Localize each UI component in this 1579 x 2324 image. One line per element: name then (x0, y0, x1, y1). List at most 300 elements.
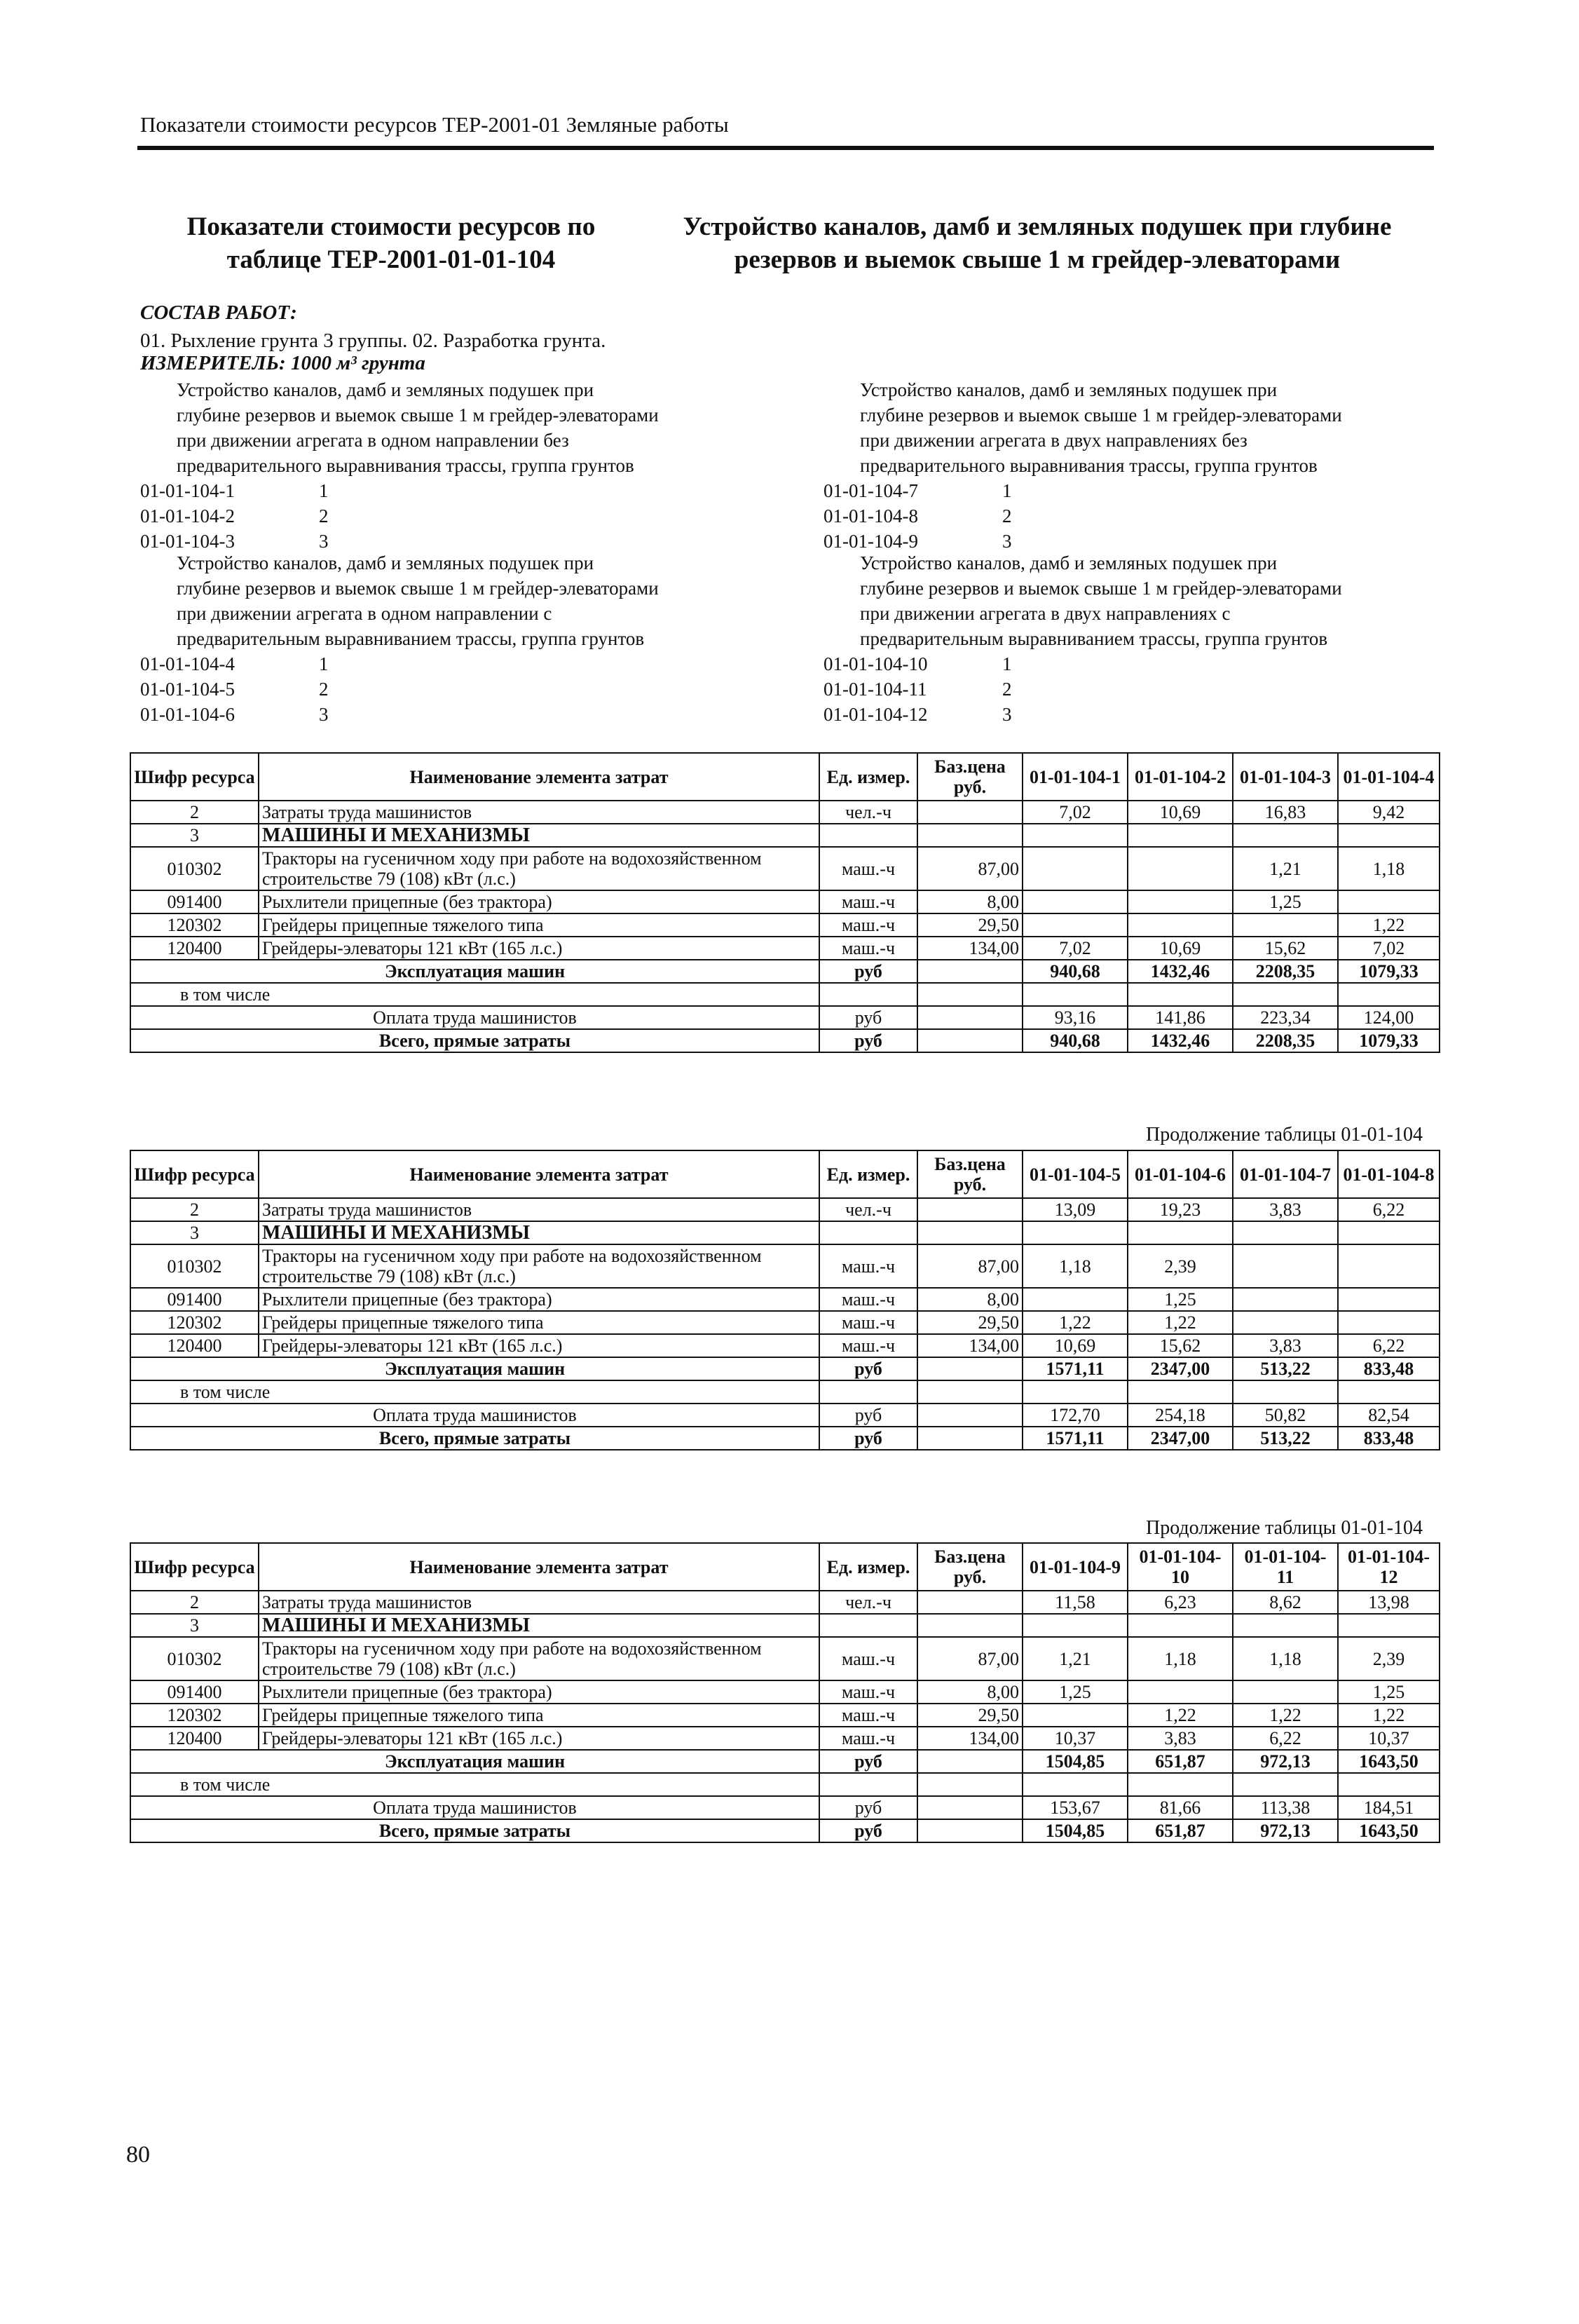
value-cell (1233, 1773, 1338, 1796)
summary-label: в том числе (130, 1773, 819, 1796)
price-cell: 134,00 (917, 937, 1023, 960)
resource-code-cell: 091400 (130, 890, 259, 913)
summary-label: Эксплуатация машин (130, 1357, 819, 1380)
value-cell (1233, 913, 1338, 937)
resource-code-cell: 2 (130, 1198, 259, 1221)
value-cell (1023, 1773, 1128, 1796)
value-cell (1023, 913, 1128, 937)
unit-cell: руб (819, 1750, 917, 1773)
subtype-group (140, 377, 743, 554)
measurement-unit: ИЗМЕРИТЕЛЬ: 1000 м³ грунта (140, 352, 425, 374)
price-cell: 29,50 (917, 1311, 1023, 1334)
value-cell: 124,00 (1338, 1006, 1440, 1029)
value-cell: 7,02 (1023, 801, 1128, 824)
value-cell: 1,22 (1023, 1311, 1128, 1334)
table-row (130, 1006, 1440, 1029)
price-cell (917, 960, 1023, 983)
price-cell: 8,00 (917, 890, 1023, 913)
header-resource-code: Шифр ресурса (130, 1150, 259, 1198)
resource-code-cell: 120400 (130, 1727, 259, 1750)
value-cell (1338, 1221, 1440, 1244)
price-cell: 8,00 (917, 1288, 1023, 1311)
price-cell (917, 1006, 1023, 1029)
price-cell (917, 983, 1023, 1006)
resource-code-cell: 3 (130, 1221, 259, 1244)
resource-code-cell: 010302 (130, 847, 259, 890)
table-row (130, 1680, 1440, 1704)
value-cell: 651,87 (1128, 1819, 1233, 1842)
table-row (130, 937, 1440, 960)
table-row (130, 1404, 1440, 1427)
table-row (130, 1357, 1440, 1380)
summary-label: Эксплуатация машин (130, 960, 819, 983)
value-cell: 10,69 (1023, 1334, 1128, 1357)
cost-element-cell: Затраты труда машинистов (259, 1591, 819, 1614)
group-code-row (140, 503, 743, 529)
value-cell (1128, 1380, 1233, 1404)
price-cell (917, 1819, 1023, 1842)
price-cell (917, 1198, 1023, 1221)
value-cell: 833,48 (1338, 1427, 1440, 1450)
value-cell: 1,18 (1023, 1244, 1128, 1288)
group-soil-number: 1 (1002, 480, 1012, 501)
title-right (645, 210, 1430, 276)
continuation-note: Продолжение таблицы 01-01-104 (1145, 1124, 1423, 1146)
group-code-row (140, 677, 743, 702)
table-row (130, 1704, 1440, 1727)
page-number: 80 (126, 2142, 150, 2168)
cost-element-cell: МАШИНЫ И МЕХАНИЗМЫ (259, 1221, 819, 1244)
subtype-group (823, 550, 1426, 727)
header-resource-code: Шифр ресурса (130, 1543, 259, 1591)
price-cell: 29,50 (917, 913, 1023, 937)
table-header-row (130, 1150, 1440, 1198)
value-cell: 50,82 (1233, 1404, 1338, 1427)
unit-cell: чел.-ч (819, 1198, 917, 1221)
value-cell: 2347,00 (1128, 1357, 1233, 1380)
header-unit: Ед. измер. (819, 753, 917, 801)
unit-cell: руб (819, 1404, 917, 1427)
value-cell (1128, 1614, 1233, 1637)
value-cell: 2347,00 (1128, 1427, 1233, 1450)
table-row (130, 1773, 1440, 1796)
value-cell: 15,62 (1233, 937, 1338, 960)
summary-label: Оплата труда машинистов (130, 1796, 819, 1819)
cost-element-cell: Рыхлители прицепные (без трактора) (259, 890, 819, 913)
unit-cell: руб (819, 1357, 917, 1380)
value-cell: 1,22 (1233, 1704, 1338, 1727)
table-row (130, 1334, 1440, 1357)
unit-cell: маш.-ч (819, 913, 917, 937)
group-soil-number: 2 (319, 679, 329, 700)
header-rate-code: 01-01-104-2 (1128, 753, 1233, 801)
resource-code-cell: 010302 (130, 1637, 259, 1680)
cost-element-cell: Грейдеры прицепные тяжелого типа (259, 1704, 819, 1727)
group-code-row (140, 651, 743, 677)
price-cell (917, 1029, 1023, 1052)
value-cell (1338, 824, 1440, 847)
title-right-line-2: резервов и выемок свыше 1 м грейдер-элеваторами (734, 245, 1341, 274)
table-row (130, 824, 1440, 847)
group-soil-number: 1 (319, 480, 329, 501)
value-cell (1023, 847, 1128, 890)
resource-code-cell: 120400 (130, 937, 259, 960)
value-cell: 254,18 (1128, 1404, 1233, 1427)
group-description-line: при движении агрегата в одном направлении с (177, 603, 552, 624)
unit-cell: маш.-ч (819, 1311, 917, 1334)
group-code: 01-01-104-12 (823, 704, 928, 725)
value-cell: 2208,35 (1233, 960, 1338, 983)
price-cell (917, 1796, 1023, 1819)
value-cell (1233, 983, 1338, 1006)
cost-element-cell: Грейдеры-элеваторы 121 кВт (165 л.с.) (259, 937, 819, 960)
price-cell (917, 1614, 1023, 1637)
unit-cell: маш.-ч (819, 847, 917, 890)
table-row (130, 1727, 1440, 1750)
unit-cell: руб (819, 1819, 917, 1842)
header-rate-code: 01-01-104-12 (1338, 1543, 1440, 1591)
price-cell (917, 1221, 1023, 1244)
summary-label: в том числе (130, 1380, 819, 1404)
unit-cell: маш.-ч (819, 937, 917, 960)
value-cell: 2,39 (1128, 1244, 1233, 1288)
value-cell: 11,58 (1023, 1591, 1128, 1614)
header-rate-code: 01-01-104-5 (1023, 1150, 1128, 1198)
cost-element-cell: Рыхлители прицепные (без трактора) (259, 1680, 819, 1704)
header-rate-code: 01-01-104-9 (1023, 1543, 1128, 1591)
value-cell: 6,22 (1338, 1198, 1440, 1221)
group-code: 01-01-104-10 (823, 653, 928, 674)
unit-cell: руб (819, 1427, 917, 1450)
value-cell: 1,18 (1233, 1637, 1338, 1680)
cost-table (130, 1150, 1440, 1450)
group-description-line: глубине резервов и выемок свыше 1 м грейдер-элеваторами (860, 578, 1342, 599)
value-cell: 1,25 (1233, 890, 1338, 913)
value-cell: 10,37 (1338, 1727, 1440, 1750)
value-cell (1233, 1680, 1338, 1704)
table-row (130, 847, 1440, 890)
value-cell: 16,83 (1233, 801, 1338, 824)
value-cell: 833,48 (1338, 1357, 1440, 1380)
unit-cell: маш.-ч (819, 1727, 917, 1750)
unit-cell: чел.-ч (819, 1591, 917, 1614)
value-cell (1128, 1773, 1233, 1796)
value-cell (1233, 1244, 1338, 1288)
price-cell: 87,00 (917, 847, 1023, 890)
value-cell (1233, 1288, 1338, 1311)
value-cell: 1,22 (1128, 1311, 1233, 1334)
group-description-line: при движении агрегата в одном направлении без (177, 430, 569, 451)
table-row (130, 1221, 1440, 1244)
table-row (130, 801, 1440, 824)
unit-cell: маш.-ч (819, 890, 917, 913)
cost-element-cell: Грейдеры прицепные тяжелого типа (259, 913, 819, 937)
value-cell: 2208,35 (1233, 1029, 1338, 1052)
title-left (167, 210, 615, 276)
price-cell (917, 1380, 1023, 1404)
value-cell: 1571,11 (1023, 1427, 1128, 1450)
unit-cell (819, 1380, 917, 1404)
unit-cell (819, 983, 917, 1006)
value-cell: 10,37 (1023, 1727, 1128, 1750)
group-soil-number: 3 (319, 531, 329, 552)
resource-code-cell: 2 (130, 1591, 259, 1614)
table-row (130, 1819, 1440, 1842)
value-cell: 1079,33 (1338, 960, 1440, 983)
value-cell: 513,22 (1233, 1427, 1338, 1450)
table-row (130, 1750, 1440, 1773)
price-cell (917, 801, 1023, 824)
value-cell: 1,25 (1023, 1680, 1128, 1704)
running-header: Показатели стоимости ресурсов ТЕР-2001-01 Земляные работы (140, 112, 729, 137)
value-cell: 15,62 (1128, 1334, 1233, 1357)
table-row (130, 1591, 1440, 1614)
cost-element-cell: Тракторы на гусеничном ходу при работе на водохозяйственном строительстве 79 (108) кВт (л.с.) (259, 1637, 819, 1680)
table-row (130, 1380, 1440, 1404)
value-cell (1023, 1614, 1128, 1637)
unit-cell: маш.-ч (819, 1637, 917, 1680)
header-rate-code: 01-01-104-10 (1128, 1543, 1233, 1591)
value-cell: 3,83 (1128, 1727, 1233, 1750)
unit-cell: маш.-ч (819, 1704, 917, 1727)
cost-element-cell: Тракторы на гусеничном ходу при работе на водохозяйственном строительстве 79 (108) кВт (л.с.) (259, 1244, 819, 1288)
group-soil-number: 3 (1002, 531, 1012, 552)
value-cell (1338, 1773, 1440, 1796)
resource-code-cell: 3 (130, 824, 259, 847)
value-cell (1233, 824, 1338, 847)
value-cell (1128, 913, 1233, 937)
value-cell (1023, 1380, 1128, 1404)
value-cell: 1,22 (1338, 1704, 1440, 1727)
value-cell: 1,21 (1023, 1637, 1128, 1680)
header-rate-code: 01-01-104-7 (1233, 1150, 1338, 1198)
value-cell: 6,23 (1128, 1591, 1233, 1614)
group-description-line: при движении агрегата в двух направлениях без (860, 430, 1248, 451)
summary-label: Оплата труда машинистов (130, 1404, 819, 1427)
value-cell: 940,68 (1023, 1029, 1128, 1052)
subtype-group (140, 550, 743, 727)
value-cell: 7,02 (1338, 937, 1440, 960)
value-cell (1233, 1221, 1338, 1244)
cost-element-cell: Грейдеры прицепные тяжелого типа (259, 1311, 819, 1334)
subtype-group (823, 377, 1426, 554)
group-code: 01-01-104-5 (140, 679, 235, 700)
price-cell: 87,00 (917, 1244, 1023, 1288)
group-description-line: глубине резервов и выемок свыше 1 м грейдер-элеваторами (177, 578, 659, 599)
summary-label: Оплата труда машинистов (130, 1006, 819, 1029)
cost-element-cell: МАШИНЫ И МЕХАНИЗМЫ (259, 1614, 819, 1637)
group-soil-number: 1 (1002, 653, 1012, 674)
value-cell (1128, 847, 1233, 890)
resource-code-cell: 120302 (130, 913, 259, 937)
title-right-line-1: Устройство каналов, дамб и земляных подушек при глубине (683, 212, 1392, 241)
unit-cell: руб (819, 960, 917, 983)
group-code: 01-01-104-2 (140, 505, 235, 526)
unit-cell: чел.-ч (819, 801, 917, 824)
table-row (130, 1288, 1440, 1311)
header-rate-code: 01-01-104-1 (1023, 753, 1128, 801)
unit-cell (819, 1614, 917, 1637)
price-cell (917, 824, 1023, 847)
value-cell (1233, 1311, 1338, 1334)
price-cell (917, 1357, 1023, 1380)
group-description-line: Устройство каналов, дамб и земляных подушек при (177, 552, 594, 573)
group-soil-number: 2 (1002, 679, 1012, 700)
value-cell (1128, 824, 1233, 847)
title-left-line-1: Показатели стоимости ресурсов по (186, 212, 596, 241)
value-cell: 3,83 (1233, 1334, 1338, 1357)
group-code-row (140, 702, 743, 727)
table-row (130, 1198, 1440, 1221)
group-description-line: при движении агрегата в двух направлениях с (860, 603, 1231, 624)
value-cell: 1571,11 (1023, 1357, 1128, 1380)
table-row (130, 913, 1440, 937)
group-description-line: Устройство каналов, дамб и земляных подушек при (860, 552, 1278, 573)
resource-code-cell: 120400 (130, 1334, 259, 1357)
group-soil-number: 1 (319, 653, 329, 674)
value-cell: 81,66 (1128, 1796, 1233, 1819)
group-code-row (140, 478, 743, 503)
unit-cell (819, 1773, 917, 1796)
group-code-row (823, 478, 1426, 503)
value-cell: 113,38 (1233, 1796, 1338, 1819)
cost-element-cell: Рыхлители прицепные (без трактора) (259, 1288, 819, 1311)
header-rule (137, 146, 1434, 150)
table-row (130, 1427, 1440, 1450)
resource-code-cell: 010302 (130, 1244, 259, 1288)
group-code: 01-01-104-4 (140, 653, 235, 674)
resource-code-cell: 091400 (130, 1288, 259, 1311)
value-cell: 1,22 (1338, 913, 1440, 937)
cost-element-cell: Грейдеры-элеваторы 121 кВт (165 л.с.) (259, 1334, 819, 1357)
group-soil-number: 3 (1002, 704, 1012, 725)
price-cell: 8,00 (917, 1680, 1023, 1704)
price-cell (917, 1750, 1023, 1773)
group-description-line: Устройство каналов, дамб и земляных подушек при (177, 379, 594, 400)
value-cell: 940,68 (1023, 960, 1128, 983)
table-row (130, 983, 1440, 1006)
continuation-note: Продолжение таблицы 01-01-104 (1145, 1517, 1423, 1539)
value-cell: 19,23 (1128, 1198, 1233, 1221)
group-code: 01-01-104-9 (823, 531, 918, 552)
value-cell: 10,69 (1128, 937, 1233, 960)
table-row (130, 1244, 1440, 1288)
header-cost-element: Наименование элемента затрат (259, 1543, 819, 1591)
value-cell: 1,21 (1233, 847, 1338, 890)
header-unit: Ед. измер. (819, 1543, 917, 1591)
group-description-line: предварительным выравниванием трассы, группа грунтов (177, 628, 645, 649)
value-cell: 1643,50 (1338, 1819, 1440, 1842)
group-code-row (823, 702, 1426, 727)
group-soil-number: 2 (1002, 505, 1012, 526)
value-cell: 1432,46 (1128, 1029, 1233, 1052)
cost-table (130, 1542, 1440, 1843)
value-cell: 172,70 (1023, 1404, 1128, 1427)
cost-table (130, 752, 1440, 1053)
value-cell (1338, 1614, 1440, 1637)
resource-code-cell: 3 (130, 1614, 259, 1637)
group-code: 01-01-104-1 (140, 480, 235, 501)
value-cell: 1,18 (1128, 1637, 1233, 1680)
cost-element-cell: Грейдеры-элеваторы 121 кВт (165 л.с.) (259, 1727, 819, 1750)
value-cell (1023, 983, 1128, 1006)
value-cell: 13,98 (1338, 1591, 1440, 1614)
summary-label: Эксплуатация машин (130, 1750, 819, 1773)
value-cell: 153,67 (1023, 1796, 1128, 1819)
value-cell (1023, 824, 1128, 847)
value-cell: 13,09 (1023, 1198, 1128, 1221)
value-cell: 651,87 (1128, 1750, 1233, 1773)
group-description-line: предварительного выравнивания трассы, группа грунтов (860, 455, 1318, 476)
value-cell: 3,83 (1233, 1198, 1338, 1221)
summary-label: Всего, прямые затраты (130, 1427, 819, 1450)
value-cell (1023, 1221, 1128, 1244)
value-cell (1023, 1288, 1128, 1311)
header-resource-code: Шифр ресурса (130, 753, 259, 801)
group-code-row (823, 503, 1426, 529)
value-cell: 93,16 (1023, 1006, 1128, 1029)
value-cell: 2,39 (1338, 1637, 1440, 1680)
value-cell (1233, 1614, 1338, 1637)
header-rate-code: 01-01-104-8 (1338, 1150, 1440, 1198)
table-row (130, 890, 1440, 913)
value-cell (1128, 983, 1233, 1006)
value-cell (1338, 1288, 1440, 1311)
price-cell: 134,00 (917, 1334, 1023, 1357)
value-cell: 184,51 (1338, 1796, 1440, 1819)
cost-element-cell: Затраты труда машинистов (259, 801, 819, 824)
header-unit: Ед. измер. (819, 1150, 917, 1198)
unit-cell (819, 1221, 917, 1244)
cost-element-cell: Затраты труда машинистов (259, 1198, 819, 1221)
resource-code-cell: 120302 (130, 1704, 259, 1727)
table-row (130, 1796, 1440, 1819)
unit-cell: руб (819, 1006, 917, 1029)
group-description-line: глубине резервов и выемок свыше 1 м грейдер-элеваторами (860, 405, 1342, 426)
table-header-row (130, 1543, 1440, 1591)
value-cell: 1,22 (1128, 1704, 1233, 1727)
value-cell: 972,13 (1233, 1819, 1338, 1842)
group-code-row (823, 651, 1426, 677)
value-cell: 7,02 (1023, 937, 1128, 960)
header-base-price: Баз.цена руб. (917, 753, 1023, 801)
header-cost-element: Наименование элемента затрат (259, 1150, 819, 1198)
unit-cell: маш.-ч (819, 1334, 917, 1357)
value-cell (1233, 1380, 1338, 1404)
value-cell: 1504,85 (1023, 1819, 1128, 1842)
value-cell: 1,25 (1338, 1680, 1440, 1704)
value-cell: 1079,33 (1338, 1029, 1440, 1052)
table-row (130, 960, 1440, 983)
header-base-price: Баз.цена руб. (917, 1543, 1023, 1591)
resource-code-cell: 091400 (130, 1680, 259, 1704)
value-cell (1128, 1221, 1233, 1244)
summary-label: Всего, прямые затраты (130, 1819, 819, 1842)
value-cell (1023, 1704, 1128, 1727)
value-cell (1338, 1244, 1440, 1288)
table-row (130, 1614, 1440, 1637)
group-code: 01-01-104-6 (140, 704, 235, 725)
group-description-line: Устройство каналов, дамб и земляных подушек при (860, 379, 1278, 400)
resource-code-cell: 2 (130, 801, 259, 824)
value-cell: 8,62 (1233, 1591, 1338, 1614)
table-header-row (130, 753, 1440, 801)
title-left-line-2: таблице ТЕР-2001-01-01-104 (226, 245, 556, 274)
value-cell: 1643,50 (1338, 1750, 1440, 1773)
group-soil-number: 2 (319, 505, 329, 526)
table-row (130, 1311, 1440, 1334)
unit-cell: маш.-ч (819, 1680, 917, 1704)
